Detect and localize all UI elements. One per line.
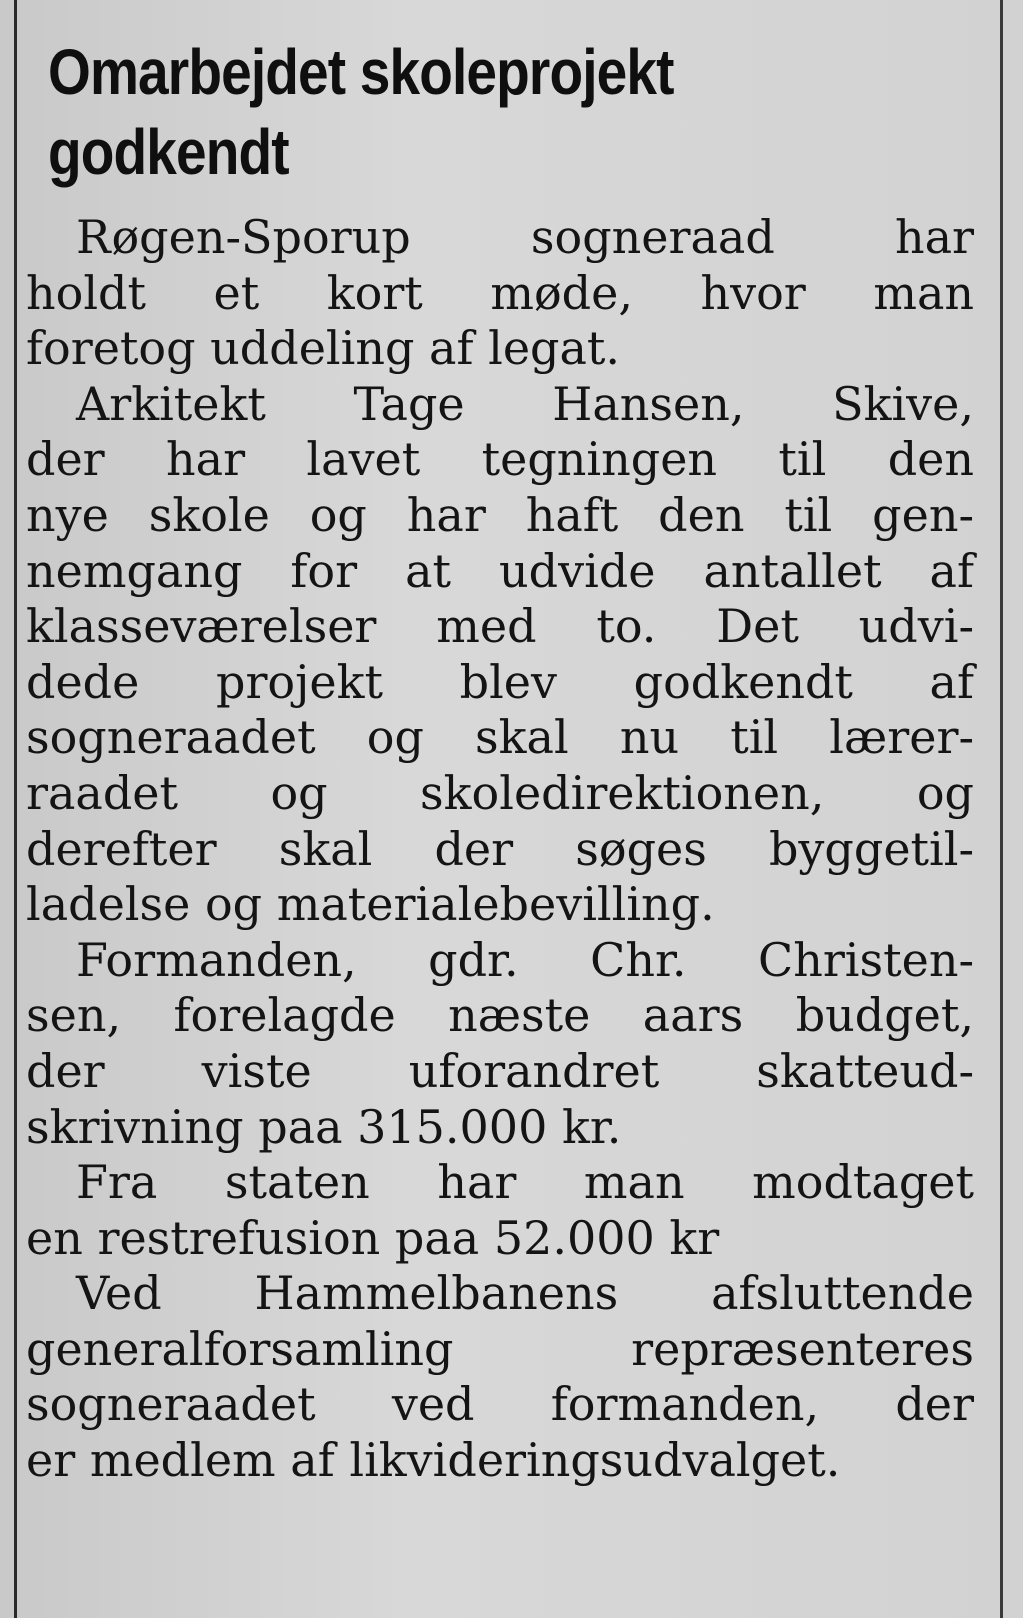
body-line: generalforsamling repræsenteres (26, 1321, 974, 1376)
body-line: Fra staten har man modtaget (76, 1155, 974, 1210)
body-line: holdt et kort møde, hvor man (26, 265, 974, 320)
column-rule-left (14, 0, 17, 1618)
body-line: Ved Hammelbanens afsluttende (76, 1266, 974, 1321)
headline-line: Omarbejdet skoleprojekt (48, 36, 674, 108)
body-line: sogneraadet ved formanden, der (26, 1377, 974, 1432)
body-line: nemgang for at udvide antallet af (26, 543, 974, 598)
body-line: skrivning paa 315.000 kr. (26, 1099, 622, 1154)
body-line: Formanden, gdr. Chr. Christen- (76, 932, 974, 987)
body-line: er medlem af likvideringsudvalget. (26, 1433, 841, 1488)
body-line: sen, forelagde næste aars budget, (26, 988, 974, 1043)
body-line: en restrefusion paa 52.000 kr (26, 1210, 720, 1265)
article-headline (48, 32, 822, 192)
body-line: der viste uforandret skatteud- (26, 1043, 974, 1098)
headline-line: godkendt (48, 116, 289, 188)
body-line: der har lavet tegningen til den (26, 432, 974, 487)
body-line: Røgen-Sporup sogneraad har (76, 210, 974, 264)
body-line: derefter skal der søges byggetil- (26, 821, 974, 876)
body-line: foretog uddeling af legat. (26, 321, 621, 376)
body-line: sogneraadet og skal nu til lærer- (26, 710, 974, 765)
body-line: klasseværelser med to. Det udvi- (26, 599, 974, 654)
body-line: Arkitekt Tage Hansen, Skive, (76, 376, 974, 431)
body-line: nye skole og har haft den til gen- (26, 487, 974, 542)
body-line: dede projekt blev godkendt af (26, 654, 974, 709)
body-line: ladelse og materialebevilling. (26, 877, 715, 932)
column-rule-right (1000, 0, 1003, 1618)
article-body (26, 210, 974, 1489)
body-line: raadet og skoledirektionen, og (26, 765, 974, 820)
